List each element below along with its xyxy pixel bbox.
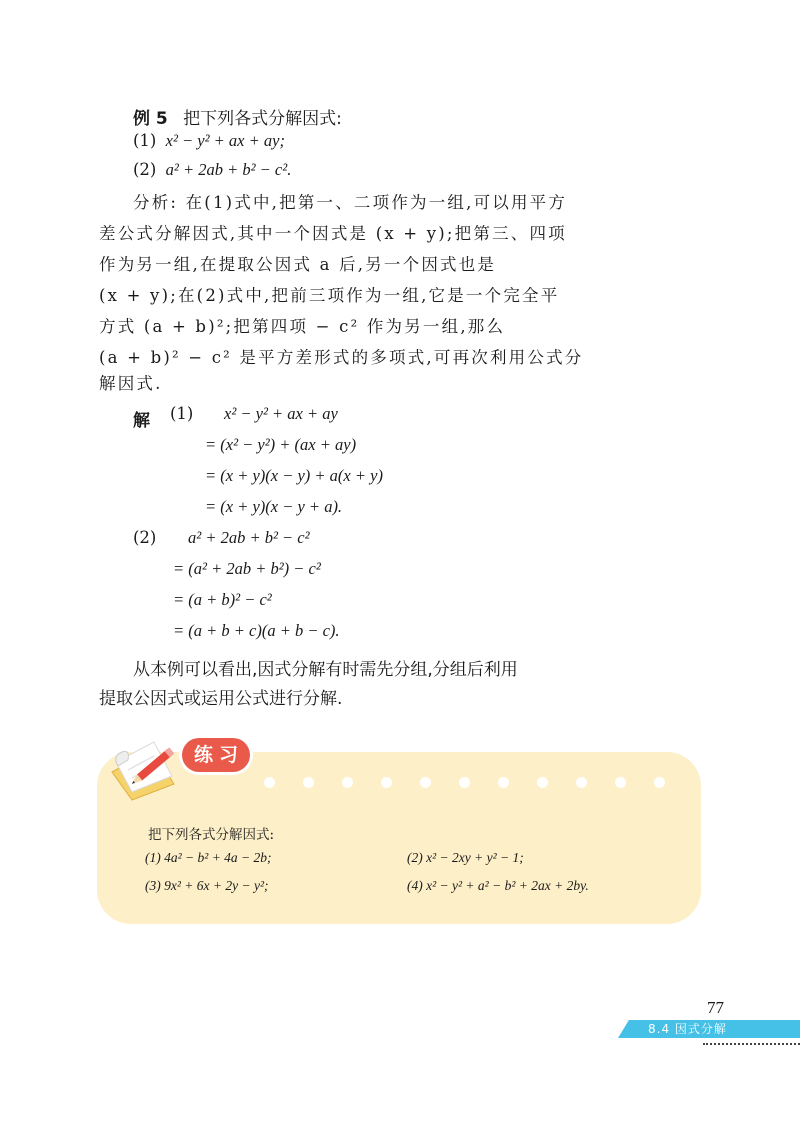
solution-part-number: (2) — [133, 528, 157, 547]
analysis-line: (a + b)² − c² 是平方差形式的多项式,可再次利用公式分 — [99, 348, 584, 367]
item-expression: x² − y² + ax + ay; — [165, 131, 285, 150]
example-heading — [133, 104, 342, 129]
solution-part-number: (1) — [170, 404, 194, 423]
page-number: 77 — [707, 998, 724, 1017]
decor-dot — [342, 777, 353, 788]
exercise-item: (4) x² − y² + a² − b² + 2ax + 2by. — [407, 878, 589, 893]
solution-step: = (a² + 2ab + b²) − c² — [173, 559, 321, 578]
item-expression: a² + 2ab + b² − c². — [165, 160, 292, 179]
section-label: 8.4 因式分解 — [648, 1022, 727, 1036]
decor-dot — [381, 777, 392, 788]
decor-dot — [537, 777, 548, 788]
item-number: (1) — [133, 131, 157, 150]
solution-step: = (x² − y²) + (ax + ay) — [205, 435, 357, 454]
example-title: 把下列各式分解因式: — [183, 109, 342, 129]
solution-step: = (x + y)(x − y) + a(x + y) — [205, 466, 383, 485]
conclusion-line: 从本例可以看出,因式分解有时需先分组,分组后利用 — [133, 660, 518, 680]
solution-step: x² − y² + ax + ay — [224, 404, 338, 423]
decor-dot — [303, 777, 314, 788]
analysis-line: 分析: 在(1)式中,把第一、二项作为一组,可以用平方 — [133, 193, 568, 212]
exercise-item: (3) 9x² + 6x + 2y − y²; — [145, 878, 269, 893]
exercise-prompt: 把下列各式分解因式: — [148, 827, 275, 843]
solution-step: = (x + y)(x − y + a). — [205, 497, 343, 516]
decor-dot — [576, 777, 587, 788]
example-item-2 — [133, 162, 291, 179]
solution-step: a² + 2ab + b² − c² — [188, 528, 310, 547]
decor-dot — [264, 777, 275, 788]
footer-divider — [703, 1043, 800, 1045]
example-label: 例 5 — [133, 109, 168, 129]
solution-label: 解 — [133, 411, 150, 431]
decor-dot — [459, 777, 470, 788]
decor-dot — [615, 777, 626, 788]
analysis-line: 作为另一组,在提取公因式 a 后,另一个因式也是 — [99, 255, 497, 274]
solution-step: = (a + b)² − c² — [173, 590, 272, 609]
item-number: (2) — [133, 160, 157, 179]
practice-badge: 练习 — [182, 738, 250, 772]
decor-dot — [498, 777, 509, 788]
analysis-line: 方式 (a + b)²;把第四项 − c² 作为另一组,那么 — [99, 317, 506, 336]
exercise-item: (2) x² − 2xy + y² − 1; — [407, 850, 524, 865]
analysis-line: (x + y);在(2)式中,把前三项作为一组,它是一个完全平 — [99, 286, 560, 305]
analysis-line: 解因式. — [99, 374, 163, 393]
solution-step: = (a + b + c)(a + b − c). — [173, 621, 340, 640]
decor-dot — [654, 777, 665, 788]
exercise-item: (1) 4a² − b² + 4a − 2b; — [145, 850, 272, 865]
example-item-1 — [133, 133, 285, 150]
pencil-paper-icon — [108, 732, 188, 802]
conclusion-line: 提取公因式或运用公式进行分解. — [99, 689, 343, 709]
decor-dot — [420, 777, 431, 788]
analysis-line: 差公式分解因式,其中一个因式是 (x + y);把第三、四项 — [99, 224, 567, 243]
